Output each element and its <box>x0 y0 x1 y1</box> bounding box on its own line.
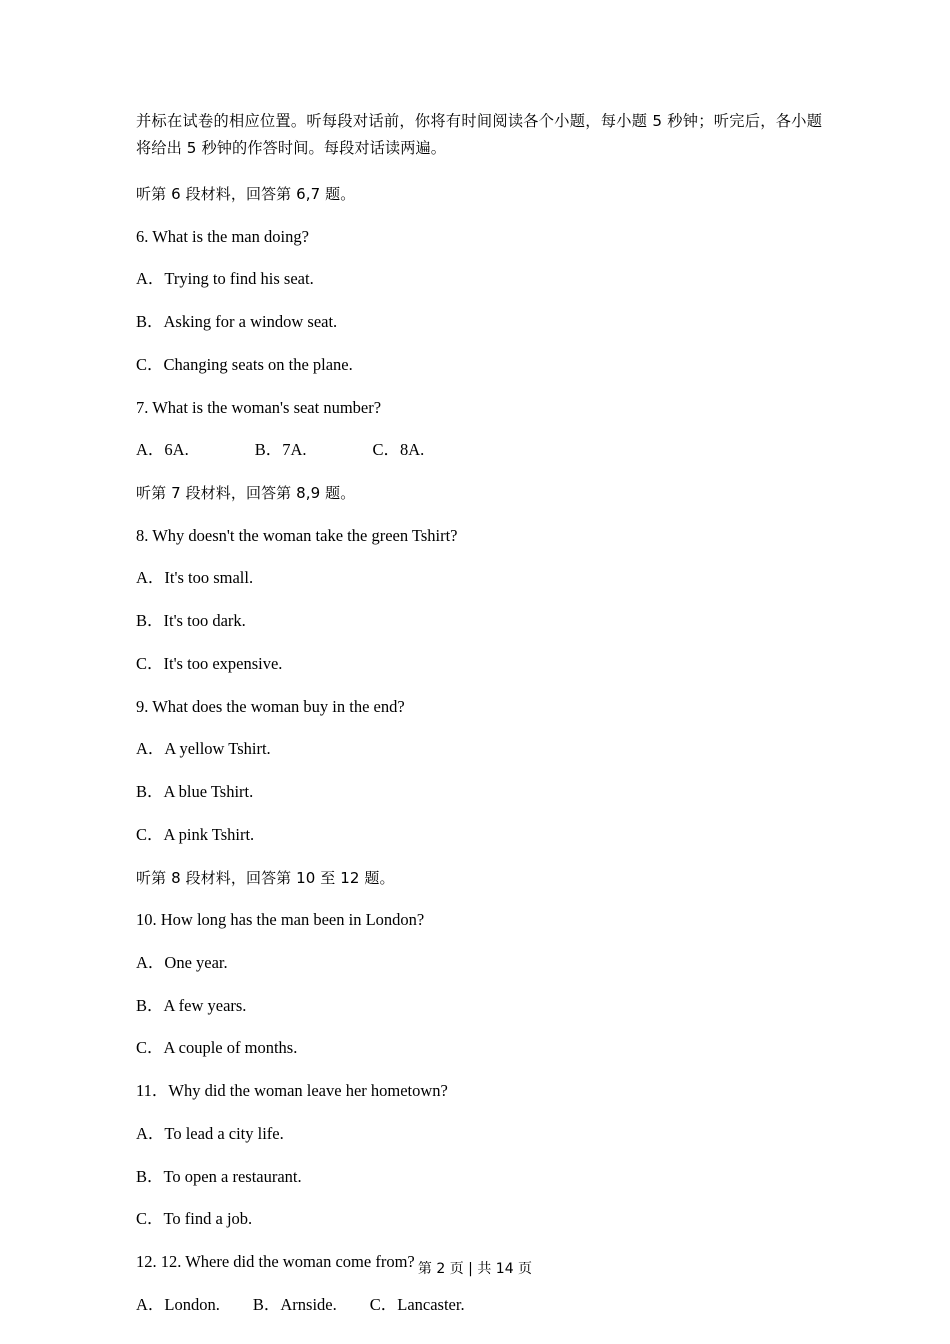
question-7: 7. What is the woman's seat number? <box>136 397 382 417</box>
question-11-option-c: C．To find a job. <box>136 1209 253 1229</box>
intro-paragraph: 并标在试卷的相应位置。听每段对话前，你将有时间阅读各个小题，每小题 5 秒钟；听完后，各小题将给出 5 秒钟的作答时间。每段对话读两遍。 <box>136 112 822 158</box>
question-10-option-c: C．A couple of months. <box>136 1038 298 1058</box>
question-8: 8. Why doesn't the woman take the green Tshirt? <box>136 525 458 545</box>
question-6-option-c: C．Changing seats on the plane. <box>136 354 353 374</box>
section-heading-6-7: 听第 6 段材料，回答第 6,7 题。 <box>136 185 356 204</box>
question-6-option-b: B．Asking for a window seat. <box>136 312 338 332</box>
question-9-option-c: C．A pink Tshirt. <box>136 824 255 844</box>
question-10-option-a: A．One year. <box>136 952 228 972</box>
section-heading-8-9: 听第 7 段材料，回答第 8,9 题。 <box>136 484 356 503</box>
section-heading-10-12: 听第 8 段材料，回答第 10 至 12 题。 <box>136 868 395 887</box>
question-9-option-b: B．A blue Tshirt. <box>136 782 254 802</box>
page-footer: 第 2 页 | 共 14 页 <box>417 1261 533 1277</box>
question-10: 10. How long has the man been in London? <box>136 910 425 930</box>
question-11-option-a: A．To lead a city life. <box>136 1123 284 1143</box>
question-9-option-a: A．A yellow Tshirt. <box>136 739 271 759</box>
question-10-option-b: B．A few years. <box>136 995 247 1015</box>
question-11: 11．Why did the woman leave her hometown? <box>136 1081 448 1101</box>
question-7-options: A．6A. B．7A. C．8A. <box>136 440 425 460</box>
question-11-option-b: B．To open a restaurant. <box>136 1166 302 1186</box>
question-8-option-a: A．It's too small. <box>136 568 254 588</box>
question-12-options: A．London. B．Arnside. C．Lancaster. <box>136 1294 465 1314</box>
question-6-option-a: A．Trying to find his seat. <box>136 269 314 289</box>
question-6: 6. What is the man doing? <box>136 226 309 246</box>
question-9: 9. What does the woman buy in the end? <box>136 696 405 716</box>
question-8-option-c: C．It's too expensive. <box>136 653 283 673</box>
question-8-option-b: B．It's too dark. <box>136 611 246 631</box>
question-12: 12. 12. Where did the woman come from? <box>136 1252 415 1272</box>
